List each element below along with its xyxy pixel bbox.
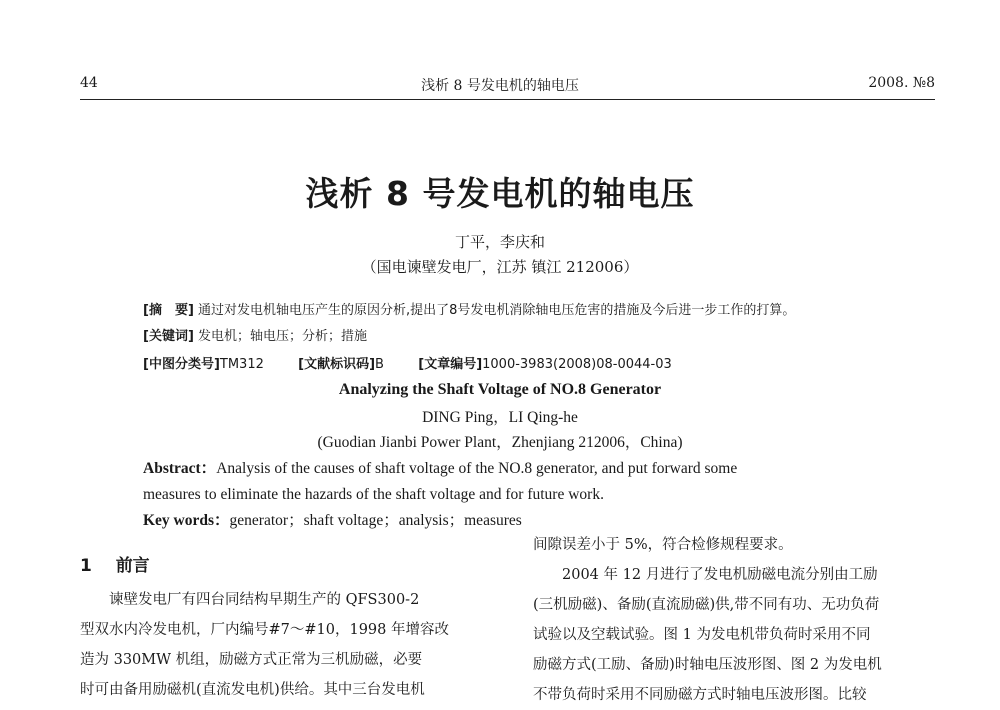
issue-number: 2008. №8 <box>868 75 935 91</box>
abstract-en-line2: measures to eliminate the hazards of the shaft voltage and for future work. <box>143 486 604 503</box>
running-title: 浅析 8 号发电机的轴电压 <box>421 78 579 94</box>
body-line: 谏壁发电厂有四台同结构早期生产的 QFS300-2 <box>80 592 420 608</box>
abstract-en-text-1: Analysis of the causes of shaft voltage of the NO.8 generator, and put forward some <box>216 460 738 477</box>
keywords-en <box>143 508 522 530</box>
page-number: 44 <box>80 75 98 91</box>
keywords-cn-text: 发电机；轴电压；分析；措施 <box>198 329 368 344</box>
body-column-right <box>533 530 958 710</box>
keywords-cn-label: [关键词] <box>143 329 194 344</box>
body-column-left <box>80 585 505 705</box>
abstract-en-label: Abstract： <box>143 460 217 477</box>
abstract-en-line1 <box>143 456 737 478</box>
abstract-cn-label: [摘 要] <box>143 303 194 318</box>
body-line: 励磁方式(工励、备励)时轴电压波形图、图 2 为发电机 <box>533 657 882 673</box>
keywords-cn <box>143 325 367 344</box>
section-title: 前言 <box>115 556 150 576</box>
article-number-label: [文章编号] <box>418 357 483 372</box>
affiliation-cn: （国电谏壁发电厂，江苏 镇江 212006） <box>361 258 639 276</box>
body-line: 型双水内冷发电机，厂内编号#7～#10，1998 年增容改 <box>80 622 449 638</box>
body-line: 造为 330MW 机组，励磁方式正常为三机励磁，必要 <box>80 652 423 668</box>
classification-line <box>143 353 672 372</box>
keywords-en-label: Key words： <box>143 512 230 529</box>
affiliation-en: (Guodian Jianbi Power Plant，Zhenjiang 212006，China) <box>317 434 683 451</box>
body-line: 试验以及空载试验。图 1 为发电机带负荷时采用不同 <box>533 627 871 643</box>
article-number-value: 1000-3983(2008)08-0044-03 <box>482 357 672 372</box>
authors-en: DING Ping，LI Qing-he <box>422 409 578 426</box>
authors-cn: 丁平，李庆和 <box>454 233 545 251</box>
abstract-cn <box>143 299 795 318</box>
section-number: 1 <box>80 556 92 576</box>
abstract-cn-text: 通过对发电机轴电压产生的原因分析,提出了8号发电机消除轴电压危害的措施及今后进一步工作的打算。 <box>198 303 796 318</box>
body-line: 不带负荷时采用不同励磁方式时轴电压波形图。比较 <box>533 687 867 703</box>
body-line: 时可由备用励磁机(直流发电机)供给。其中三台发电机 <box>80 682 425 698</box>
body-line: 2004 年 12 月进行了发电机励磁电流分别由工励 <box>533 567 878 583</box>
clc-label: [中图分类号] <box>143 357 220 372</box>
keywords-en-text: generator；shaft voltage；analysis；measures <box>229 512 522 529</box>
header-rule <box>80 99 935 100</box>
section-1-heading <box>80 551 150 576</box>
body-line: 间隙误差小于 5%，符合检修规程要求。 <box>533 537 793 553</box>
paper-title-en: Analyzing the Shaft Voltage of NO.8 Generator <box>338 381 662 398</box>
doc-code-value: B <box>375 357 384 372</box>
doc-code-label: [文献标识码] <box>298 357 376 372</box>
clc-value: TM312 <box>219 357 264 372</box>
paper-title: 浅析 8 号发电机的轴电压 <box>305 174 695 213</box>
body-line: (三机励磁)、备励(直流励磁)供,带不同有功、无功负荷 <box>533 597 880 613</box>
